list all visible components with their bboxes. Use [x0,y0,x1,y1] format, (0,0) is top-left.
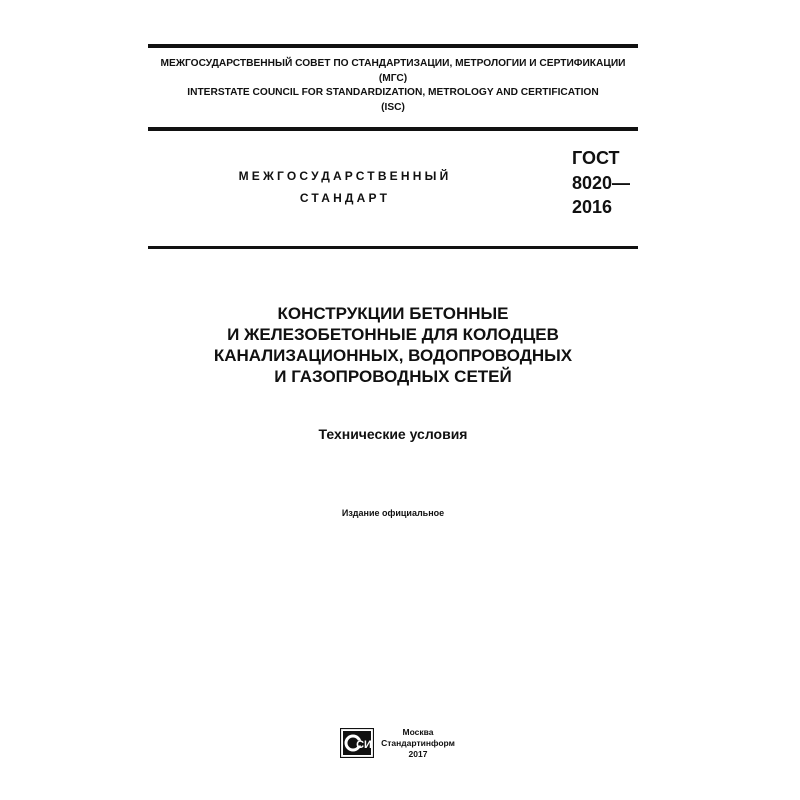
council-abbr-ru: (МГС) [378,72,408,84]
title-line: КОНСТРУКЦИИ БЕТОННЫЕ [277,304,509,323]
gost-code: ГОСТ [572,148,620,168]
edition-note: Издание официальное [341,508,445,518]
document-subtitle: Технические условия [318,426,468,442]
standard-label-line2: СТАНДАРТ [299,191,391,205]
lower-rule [148,246,638,249]
council-header [148,57,638,115]
gost-number: 8020— [572,172,631,193]
gost-designation [572,146,630,220]
title-line: КАНАЛИЗАЦИОННЫХ, ВОДОПРОВОДНЫХ [213,346,573,365]
gost-year: 2016 [572,197,613,217]
council-name-en: INTERSTATE COUNCIL FOR STANDARDIZATION, METROLOGY AND CERTIFICATION [187,87,599,98]
title-line: И ГАЗОПРОВОДНЫХ СЕТЕЙ [274,367,512,386]
middle-rule [148,127,638,131]
document-title [148,303,638,387]
publisher-year: 2017 [408,749,428,759]
council-name-ru: МЕЖГОСУДАРСТВЕННЫЙ СОВЕТ ПО СТАНДАРТИЗАЦИИ, МЕТРОЛОГИИ И СЕРТИФИКАЦИИ [160,58,626,69]
publisher-name: Стандартинформ [381,738,455,748]
standard-label [215,165,475,209]
standard-label-line1: МЕЖГОСУДАРСТВЕННЫЙ [238,169,452,183]
publisher-block [380,727,456,760]
top-rule [148,44,638,48]
council-abbr-en: (ISC) [381,101,405,113]
publisher-city: Москва [402,727,434,737]
title-line: И ЖЕЛЕЗОБЕТОННЫЕ ДЛЯ КОЛОДЦЕВ [227,325,559,344]
logo-lettering: СИ [356,739,372,751]
standartinform-logo-icon [340,728,374,758]
